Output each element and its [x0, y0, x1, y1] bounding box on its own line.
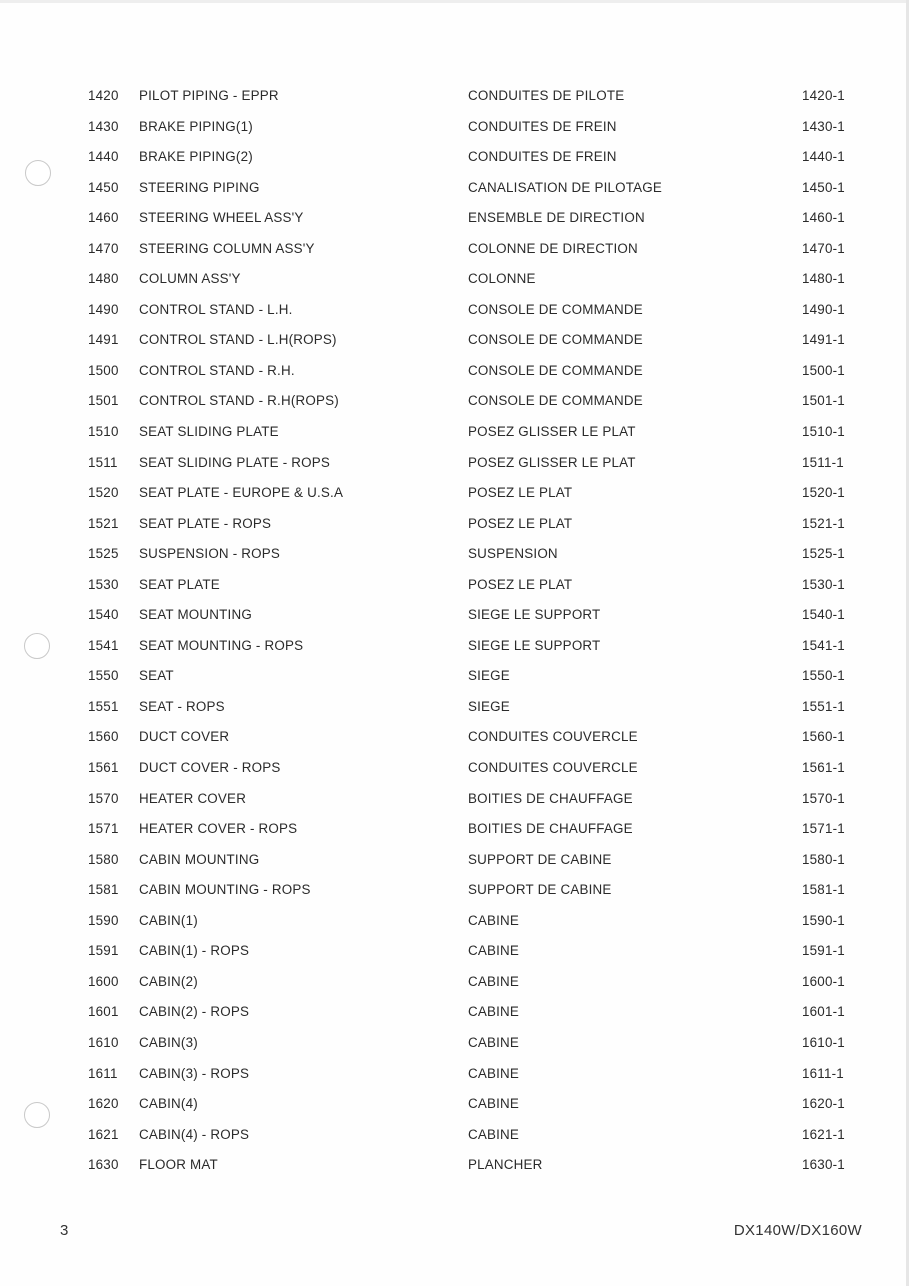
english-description: CONTROL STAND - R.H(ROPS): [139, 393, 339, 409]
model-code: DX140W/DX160W: [733, 1222, 862, 1239]
table-row: [0, 570, 909, 601]
page-reference: 1581-1: [802, 882, 845, 898]
table-row: [0, 1089, 909, 1120]
part-group-code: 1611: [88, 1065, 118, 1081]
english-description: SEAT - ROPS: [139, 698, 225, 714]
part-group-code: 1551: [88, 698, 119, 714]
french-description: SUSPENSION: [468, 546, 558, 562]
part-group-code: 1561: [88, 760, 119, 776]
french-description: CONSOLE DE COMMANDE: [468, 362, 643, 378]
english-description: SEAT MOUNTING: [139, 607, 252, 623]
english-description: CABIN(2) - ROPS: [139, 1004, 250, 1020]
table-row: [0, 631, 909, 662]
english-description: STEERING WHEEL ASS'Y: [139, 210, 304, 226]
part-group-code: 1501: [88, 393, 119, 409]
french-description: POSEZ GLISSER LE PLAT: [468, 424, 636, 440]
part-group-code: 1560: [88, 729, 119, 745]
english-description: CABIN MOUNTING: [139, 851, 260, 867]
part-group-code: 1591: [88, 943, 119, 959]
table-row: [0, 264, 909, 295]
french-description: SUPPORT DE CABINE: [468, 851, 612, 867]
english-description: CONTROL STAND - L.H.: [139, 301, 293, 317]
page-reference: 1541-1: [802, 637, 845, 653]
page-reference: 1521-1: [802, 515, 845, 531]
table-row: [0, 875, 909, 906]
page-reference: 1490-1: [802, 301, 845, 317]
french-description: POSEZ GLISSER LE PLAT: [468, 454, 636, 470]
part-group-code: 1511: [88, 454, 118, 470]
english-description: DUCT COVER: [139, 729, 230, 745]
english-description: HEATER COVER - ROPS: [139, 821, 298, 837]
english-description: CABIN MOUNTING - ROPS: [139, 882, 311, 898]
english-description: SUSPENSION - ROPS: [139, 546, 281, 562]
table-row: [0, 1028, 909, 1059]
english-description: CABIN(1): [139, 912, 198, 928]
french-description: SIEGE LE SUPPORT: [468, 637, 601, 653]
table-row: [0, 845, 909, 876]
french-description: CONSOLE DE COMMANDE: [468, 332, 643, 348]
french-description: CONSOLE DE COMMANDE: [468, 301, 643, 317]
french-description: CABINE: [468, 943, 520, 959]
french-description: SUPPORT DE CABINE: [468, 882, 612, 898]
table-row: [0, 784, 909, 815]
english-description: SEAT PLATE: [139, 576, 220, 592]
french-description: SIEGE: [468, 698, 510, 714]
part-group-code: 1581: [88, 882, 119, 898]
page-reference: 1600-1: [802, 973, 845, 989]
table-row: [0, 997, 909, 1028]
page-reference: 1561-1: [802, 760, 845, 776]
english-description: SEAT: [139, 668, 174, 684]
part-group-code: 1480: [88, 271, 119, 287]
table-row: [0, 936, 909, 967]
french-description: SIEGE LE SUPPORT: [468, 607, 601, 623]
french-description: COLONNE DE DIRECTION: [468, 240, 638, 256]
english-description: CABIN(4) - ROPS: [139, 1126, 250, 1142]
table-row: [0, 417, 909, 448]
english-description: PILOT PIPING - EPPR: [139, 88, 279, 103]
english-description: COLUMN ASS'Y: [139, 271, 241, 287]
table-row: [0, 386, 909, 417]
page-reference: 1611-1: [802, 1065, 844, 1081]
french-description: CABINE: [468, 1065, 520, 1081]
table-row: [0, 753, 909, 784]
part-group-code: 1521: [88, 515, 119, 531]
page-reference: 1511-1: [802, 454, 844, 470]
page-reference: 1500-1: [802, 362, 845, 378]
french-description: CONSOLE DE COMMANDE: [468, 393, 643, 409]
french-description: CABINE: [468, 912, 520, 928]
table-row: [0, 295, 909, 326]
part-group-code: 1500: [88, 362, 119, 378]
page-reference: 1450-1: [802, 179, 845, 195]
page-reference: 1571-1: [802, 821, 845, 837]
page-reference: 1550-1: [802, 668, 845, 684]
table-row: [0, 478, 909, 509]
table-row: [0, 814, 909, 845]
table-row: [0, 234, 909, 265]
french-description: CABINE: [468, 973, 520, 989]
page-reference: 1591-1: [802, 943, 845, 959]
table-row: [0, 1059, 909, 1090]
part-group-code: 1460: [88, 210, 119, 226]
english-description: CABIN(4): [139, 1096, 198, 1112]
table-row: [0, 692, 909, 723]
page-reference: 1480-1: [802, 271, 845, 287]
table-row: [0, 967, 909, 998]
table-row: [0, 203, 909, 234]
page-reference: 1460-1: [802, 210, 845, 226]
english-description: CONTROL STAND - L.H(ROPS): [139, 332, 337, 348]
french-description: CABINE: [468, 1034, 520, 1050]
page-reference: 1501-1: [802, 393, 845, 409]
part-group-code: 1520: [88, 485, 119, 501]
page-reference: 1491-1: [802, 332, 845, 348]
french-description: CABINE: [468, 1126, 520, 1142]
french-description: SIEGE: [468, 668, 510, 684]
english-description: DUCT COVER - ROPS: [139, 760, 281, 776]
part-group-code: 1550: [88, 668, 119, 684]
page-reference: 1601-1: [802, 1004, 845, 1020]
page-number: 3: [60, 1222, 69, 1239]
table-row: [0, 661, 909, 692]
english-description: SEAT SLIDING PLATE - ROPS: [139, 454, 331, 470]
table-row: [0, 112, 909, 143]
english-description: STEERING PIPING: [139, 179, 260, 195]
english-description: CABIN(2): [139, 973, 198, 989]
page-reference: 1551-1: [802, 698, 845, 714]
french-description: POSEZ LE PLAT: [468, 515, 573, 531]
french-description: BOITIES DE CHAUFFAGE: [468, 790, 633, 806]
english-description: HEATER COVER: [139, 790, 247, 806]
part-group-code: 1470: [88, 240, 119, 256]
french-description: CANALISATION DE PILOTAGE: [468, 179, 663, 195]
table-row: [0, 142, 909, 173]
english-description: SEAT MOUNTING - ROPS: [139, 637, 304, 653]
page-reference: 1520-1: [802, 485, 845, 501]
table-row: [0, 356, 909, 387]
part-group-code: 1600: [88, 973, 119, 989]
part-group-code: 1571: [88, 821, 119, 837]
french-description: CONDUITES COUVERCLE: [468, 760, 638, 776]
page-reference: 1530-1: [802, 576, 845, 592]
english-description: SEAT SLIDING PLATE: [139, 424, 279, 440]
table-row: [0, 81, 909, 112]
french-description: ENSEMBLE DE DIRECTION: [468, 210, 645, 226]
table-row: [0, 1120, 909, 1151]
part-group-code: 1601: [88, 1004, 119, 1020]
page-reference: 1525-1: [802, 546, 845, 562]
part-group-code: 1590: [88, 912, 119, 928]
english-description: CABIN(3) - ROPS: [139, 1065, 250, 1081]
french-description: CONDUITES DE PILOTE: [468, 88, 625, 103]
english-description: STEERING COLUMN ASS'Y: [139, 240, 315, 256]
part-group-code: 1610: [88, 1034, 119, 1050]
french-description: CONDUITES DE FREIN: [468, 118, 617, 134]
english-description: SEAT PLATE - ROPS: [139, 515, 272, 531]
french-description: PLANCHER: [468, 1157, 543, 1173]
french-description: CONDUITES DE FREIN: [468, 149, 617, 165]
table-row: [0, 1150, 909, 1181]
english-description: CABIN(1) - ROPS: [139, 943, 250, 959]
part-group-code: 1540: [88, 607, 119, 623]
english-description: BRAKE PIPING(1): [139, 118, 253, 134]
part-group-code: 1420: [88, 88, 119, 103]
page-reference: 1620-1: [802, 1096, 845, 1112]
page-reference: 1570-1: [802, 790, 845, 806]
french-description: POSEZ LE PLAT: [468, 576, 573, 592]
page-reference: 1580-1: [802, 851, 845, 867]
french-description: COLONNE: [468, 271, 536, 287]
table-row: [0, 539, 909, 570]
scan-edge-top: [0, 0, 909, 3]
english-description: FLOOR MAT: [139, 1157, 218, 1173]
part-group-code: 1580: [88, 851, 119, 867]
table-row: [0, 448, 909, 479]
page-reference: 1630-1: [802, 1157, 845, 1173]
french-description: CABINE: [468, 1096, 520, 1112]
page-footer: [0, 1222, 909, 1242]
part-group-code: 1510: [88, 424, 119, 440]
page-reference: 1560-1: [802, 729, 845, 745]
french-description: BOITIES DE CHAUFFAGE: [468, 821, 633, 837]
part-group-code: 1621: [88, 1126, 119, 1142]
part-group-code: 1440: [88, 149, 119, 165]
part-group-code: 1530: [88, 576, 119, 592]
english-description: BRAKE PIPING(2): [139, 149, 253, 165]
parts-index-table: [0, 81, 909, 1181]
part-group-code: 1430: [88, 118, 119, 134]
english-description: SEAT PLATE - EUROPE & U.S.A: [139, 485, 344, 501]
french-description: POSEZ LE PLAT: [468, 485, 573, 501]
english-description: CABIN(3): [139, 1034, 198, 1050]
page-reference: 1540-1: [802, 607, 845, 623]
page-reference: 1621-1: [802, 1126, 845, 1142]
table-row: [0, 509, 909, 540]
page-reference: 1510-1: [802, 424, 845, 440]
page-reference: 1470-1: [802, 240, 845, 256]
table-row: [0, 906, 909, 937]
part-group-code: 1570: [88, 790, 119, 806]
table-row: [0, 600, 909, 631]
english-description: CONTROL STAND - R.H.: [139, 362, 295, 378]
table-row: [0, 173, 909, 204]
part-group-code: 1490: [88, 301, 119, 317]
part-group-code: 1525: [88, 546, 119, 562]
table-row: [0, 722, 909, 753]
part-group-code: 1630: [88, 1157, 119, 1173]
page-reference: 1440-1: [802, 149, 845, 165]
part-group-code: 1541: [88, 637, 119, 653]
table-row: [0, 325, 909, 356]
page-reference: 1590-1: [802, 912, 845, 928]
part-group-code: 1620: [88, 1096, 119, 1112]
french-description: CONDUITES COUVERCLE: [468, 729, 638, 745]
part-group-code: 1450: [88, 179, 119, 195]
page-reference: 1610-1: [802, 1034, 845, 1050]
page-reference: 1420-1: [802, 88, 845, 103]
part-group-code: 1491: [88, 332, 119, 348]
french-description: CABINE: [468, 1004, 520, 1020]
page-reference: 1430-1: [802, 118, 845, 134]
